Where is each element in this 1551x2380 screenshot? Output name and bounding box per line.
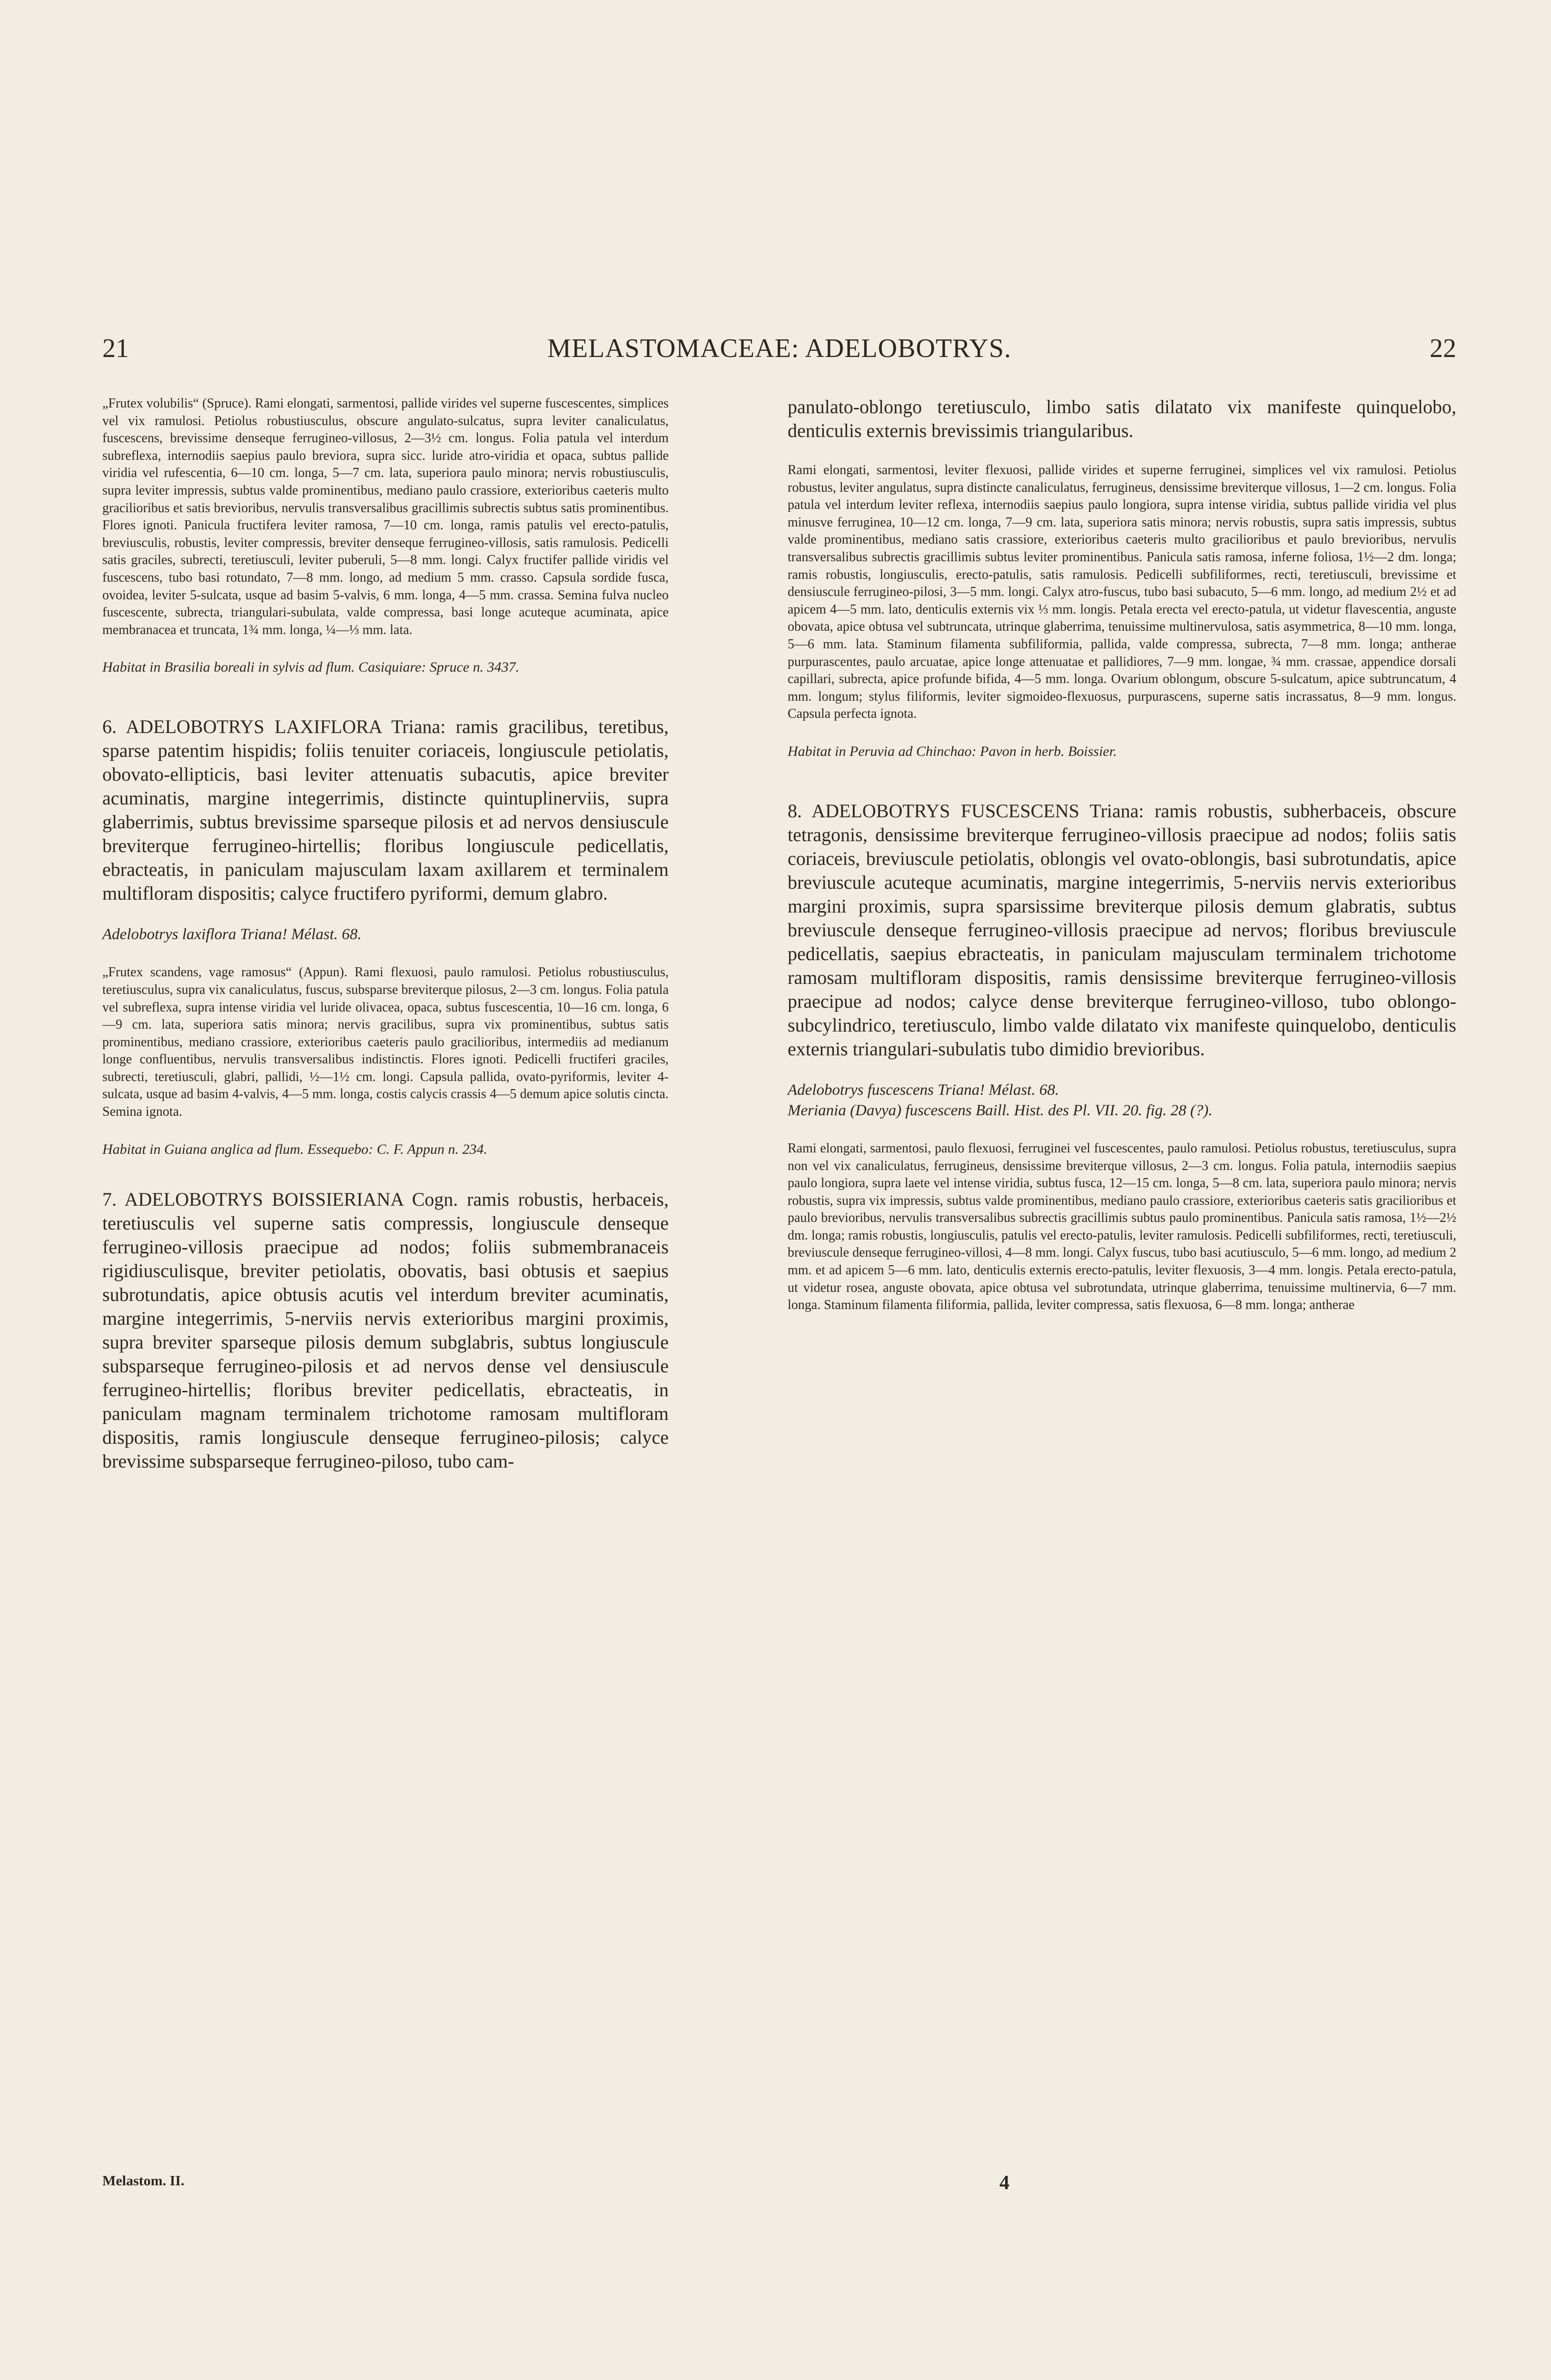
description-paragraph-8: Rami elongati, sarmentosi, paulo flexuosi, ferruginei vel fuscescentes, paulo ramulosi. Petiolus robustus, teretiusculus, supra non vel vix canaliculatus, ferrugineus, densissime breviterque villosus, 2—3 cm. longus. Folia patula, internodiis saepius paulo longiora, supra laete vel intense viridia, subtus fusca, 12—15 cm. longa, 5—8 cm. lata, superiora paulo minora; nervis robustis, supra vix impressis, subtus valde prominentibus, mediano paulo crassiore, exterioribus caeteris satis gracilioribus et paulo brevioribus, nervulis transversalibus subrectis gracillimis subtus paulo prominentibus. Panicula satis ramosa, 1½—2½ dm. longa; ramis robustis, longiusculis, patulis vel erecto-patulis, leviter ramulosis. Pedicelli subfiliformes, recti, teretiusculi, breviuscule denseque ferrugineo-villosi, 4—8 mm. longi. Calyx fuscus, tubo basi acutiusculo, 5—6 mm. longo, ad medium 2 mm. et ad apicem 5—6 mm. lato, denticulis externis erecto-patulis, leviter flexuosis, 3—4 mm. longis. Petala erecto-patula, ut videtur rosea, anguste obovata, apice obtusa vel subrotundata, utrinque glaberrima, tenuissime multinervia, 6—7 mm. longa. Staminum filamenta filiformia, pallida, leviter compressa, satis flexuosa, 6—8 mm. longa; antherae	[788, 1140, 1456, 1313]
signature-mark: Melastom. II.	[102, 2173, 185, 2189]
description-paragraph-7: Rami elongati, sarmentosi, leviter flexuosi, pallide virides et superne ferruginei, simplices vel vix ramulosi. Petiolus robustus, leviter angulatus, supra distincte canaliculatus, ferrugineus, densissime breviterque villosus, 1—2 cm. longus. Folia patula vel interdum leviter reflexa, internodiis saepius paulo longiora, supra intense viridia, subtus pallide viridia vel plus minusve ferruginea, 10—12 cm. longa, 7—9 cm. lata, superiora satis minora; nervis robustis, supra satis impressis, subtus valde prominentibus, mediano satis crassiore, exterioribus caeteris multo gracilioribus et paulo brevioribus, nervulis transversalibus subrectis gracillimis subtus leviter prominentibus. Panicula satis ramosa, inferne foliosa, 1½—2 dm. longa; ramis robustis, longiusculis, erecto-patulis, satis ramulosis. Pedicelli subfiliformes, recti, teretiusculi, brevissime et densiuscule ferrugineo-pilosi, 3—5 mm. longi. Calyx atro-fuscus, tubo basi subacuto, 5—6 mm. longo, ad medium 2½ et ad apicem 4—5 mm. lato, denticulis externis vix ⅓ mm. longis. Petala erecta vel erecto-patula, ut videtur flavescentia, anguste obovata, apice obtusa vel subtruncata, utrinque glaberrima, tenuissime multinervulosa, satis asymmetrica, 8—10 mm. longa, 5—6 mm. lata. Staminum filamenta subfiliformia, pallida, valde compressa, subrecta, 7—8 mm. longa; antherae purpurascentes, paulo arcuatae, apice longe attenuatae et pallidiores, 7—9 mm. longae, ¾ mm. crassae, appendice dorsali capillari, subrecta, apice profunde bifida, 4—5 mm. longa. Ovarium oblongum, obscure 5-sulcatum, apice subtruncatum, 4 mm. longum; stylus filiformis, leviter sigmoideo-flexuosus, purpurascens, superne satis incrassatus, 8—9 mm. longus. Capsula perfecta ignota.	[788, 463, 1456, 722]
page-number-left: 21	[102, 334, 129, 363]
right-column	[788, 395, 1456, 1314]
diagnosis-continuation-7: panulato-oblongo teretiusculo, limbo satis dilatato vix manifeste quinquelobo, denticulis externis brevissimis triangularibus.	[788, 396, 1456, 441]
signature-number: 4	[999, 2172, 1009, 2194]
page-number-right: 22	[1430, 334, 1456, 363]
left-column	[102, 395, 669, 1473]
habitat-note-6: Habitat in Guiana anglica ad flum. Essequebo: C. F. Appun n. 234.	[102, 1141, 487, 1157]
running-title: MELASTOMACEAE: ADELOBOTRYS.	[547, 334, 1011, 363]
species-reference-6: Adelobotrys laxiflora Triana! Mélast. 68.	[102, 926, 362, 943]
habitat-note-7: Habitat in Peruvia ad Chinchao: Pavon in herb. Boissier.	[788, 743, 1117, 759]
habitat-note: Habitat in Brasilia boreali in sylvis ad flum. Casiquiare: Spruce n. 3437.	[102, 659, 520, 675]
description-paragraph: „Frutex volubilis“ (Spruce). Rami elongati, sarmentosi, pallide virides vel superne fuscescentes, simplices vel vix ramulosi. Petiolus robustiusculus, obscure angulato-sulcatus, supra leviter canaliculatus, fuscescens, brevissime denseque ferrugineo-villosus, 2—3½ cm. longus. Folia patula vel interdum subreflexa, internodiis saepius paulo breviora, supra sicc. luride atro-viridia et opaca, subtus pallide viridia vel rufescentia, 6—10 cm. longa, 5—7 cm. lata, superiora paulo minora; nervis robustiusculis, supra leviter impressis, subtus valde prominentibus, mediano paulo crassiore, exterioribus caeteris multo gracilioribus et satis brevioribus, nervulis transversalibus gracillimis subrectis subtus satis prominentibus. Flores ignoti. Panicula fructifera leviter ramosa, 7—10 cm. longa, ramis patulis vel erecto-patulis, breviusculis, robustis, leviter compressis, breviter denseque ferrugineo-villosis, satis ramulosis. Pedicelli satis graciles, subrecti, teretiusculi, leviter puberuli, 5—8 mm. longi. Calyx fructifer pallide viridis vel fuscescens, tubo basi rotundato, 7—8 mm. longo, ad medium 5 mm. crasso. Capsula sordide fusca, ovoidea, leviter 5-sulcata, usque ad basim 5-valvis, 6 mm. longa, 4—5 mm. crassa. Semina fulva nucleo fuscescente, subrecta, triangulari-subulata, valde compressa, basi longe acuteque acuminata, apice membranacea et truncata, 1¾ mm. longa, ¼—⅓ mm. lata.	[102, 396, 669, 637]
species-diagnosis-8: 8. ADELOBOTRYS FUSCESCENS Triana: ramis robustis, subherbaceis, obscure tetragonis, densissime breviterque ferrugineo-villosis praecipue ad nodos; foliis satis coriaceis, breviuscule petiolatis, oblongis vel ovato-oblongis, basi subrotundatis, apice breviuscule acuteque acuminatis, margine integerrimis, 5-nerviis nervis exterioribus margini proximis, supra sparsissime breviterque pilosis demum glabratis, subtus breviuscule denseque ferrugineo-villosis praecipue ad nervos; floribus breviuscule pedicellatis, saepius ebracteatis, in paniculam majusculam terminalem trichotome ramosam multifloram dispositis, ramis densissime breviterque ferrugineo-villosis praecipue ad nodos; calyce dense breviterque ferrugineo-villoso, tubo oblongo-subcylindrico, teretiusculo, limbo valde dilatato vix manifeste quinquelobo, denticulis externis triangulari-subulatis tubo dimidio brevioribus.	[788, 800, 1456, 1060]
description-paragraph-6: „Frutex scandens, vage ramosus“ (Appun). Rami flexuosi, paulo ramulosi. Petiolus robustiusculus, teretiusculus, supra vix canaliculatus, fuscus, subsparse breviterque pilosus, 2—3 cm. longus. Folia patula vel subreflexa, supra intense viridia vel luride olivacea, opaca, subtus fuscescentia, 10—16 cm. longa, 6—9 cm. lata, superiora satis minora; nervis gracilibus, supra vix prominentibus, subtus satis prominentibus, mediano crassiore, exterioribus caeteris paulo gracilioribus, intermediis ad medianum longe confluentibus, nervulis transversalibus indistinctis. Flores ignoti. Pedicelli fructiferi graciles, subrecti, teretiusculi, glabri, pallidi, ½—1½ cm. longi. Capsula pallida, ovato-pyriformis, leviter 4-sulcata, usque ad basim 4-valvis, 4—5 mm. longa, costis calycis crassis 4—5 demum apice solutis cincta. Semina ignota.	[102, 965, 669, 1120]
running-header	[102, 333, 1456, 371]
species-diagnosis-7: 7. ADELOBOTRYS BOISSIERIANA Cogn. ramis robustis, herbaceis, teretiusculis vel superne satis compressis, longiuscule denseque ferrugineo-villosis praecipue ad nodos; foliis submembranaceis rigidiusculisque, breviter petiolatis, obovatis, basi obtusis et saepius subrotundatis, apice obtusis acutis vel interdum breviter acuminatis, margine integerrimis, 5-nerviis nervis exterioribus margini proximis, supra breviter sparseque pilosis demum subglabris, subtus longiuscule subsparseque ferrugineo-pilosis et ad nervos dense vel densiuscule ferrugineo-hirtellis; floribus breviter pedicellatis, ebracteatis, in paniculam magnam terminalem trichotome ramosam multifloram dispositis, ramis longiuscule denseque ferrugineo-pilosis; calyce brevissime subsparseque ferrugineo-piloso, tubo cam-	[102, 1188, 669, 1472]
species-diagnosis-6: 6. ADELOBOTRYS LAXIFLORA Triana: ramis gracilibus, teretibus, sparse patentim hispidis; foliis tenuiter coriaceis, longiuscule petiolatis, obovato-ellipticis, basi leviter attenuatis subacutis, apice breviter acuminatis, margine integerrimis, distincte quintuplinerviis, supra glaberrimis, subtus brevissime sparseque pilosis et ad nervos densiuscule breviterque ferrugineo-hirtellis; floribus longiuscule pedicellatis, ebracteatis, in paniculam majusculam laxam axillarem et terminalem multifloram dispositis; calyce fructifero pyriformi, demum glabro.	[102, 716, 669, 904]
species-reference-8b: Meriania (Davya) fuscescens Baill. Hist. des Pl. VII. 20. fig. 28 (?).	[788, 1101, 1213, 1119]
species-reference-8a: Adelobotrys fuscescens Triana! Mélast. 68.	[788, 1081, 1059, 1099]
